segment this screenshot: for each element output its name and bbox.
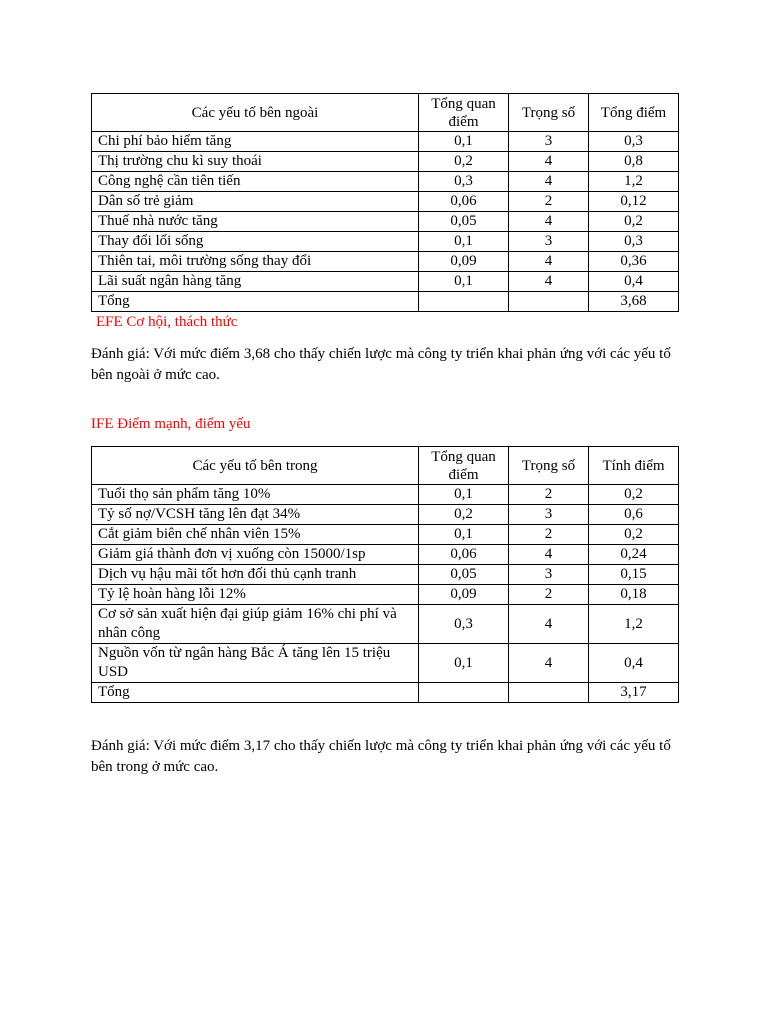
factor-cell: Dịch vụ hậu mãi tốt hơn đối thủ cạnh tranh bbox=[92, 565, 419, 585]
table-row bbox=[92, 585, 679, 605]
total-label: Tổng bbox=[92, 683, 419, 703]
overview-cell: 0,1 bbox=[419, 485, 509, 505]
weight-cell: 4 bbox=[509, 272, 589, 292]
factor-cell: Tỷ lệ hoàn hàng lỗi 12% bbox=[92, 585, 419, 605]
ife-header-overview: Tổng quan điểm bbox=[419, 447, 509, 485]
weight-cell: 2 bbox=[509, 585, 589, 605]
table-row bbox=[92, 525, 679, 545]
overview-cell: 0,1 bbox=[419, 644, 509, 683]
factor-cell: Tuổi thọ sản phẩm tăng 10% bbox=[92, 485, 419, 505]
score-cell: 0,4 bbox=[589, 272, 679, 292]
ife-evaluation: Đánh giá: Với mức điểm 3,17 cho thấy chiến lược mà công ty triển khai phản ứng với các yếu tố bên trong ở mức cao. bbox=[91, 738, 671, 775]
efe-table bbox=[91, 93, 679, 312]
table-row bbox=[92, 505, 679, 525]
factor-cell: Công nghệ cần tiên tiến bbox=[92, 172, 419, 192]
overview-cell: 0,06 bbox=[419, 192, 509, 212]
overview-cell: 0,09 bbox=[419, 585, 509, 605]
efe-header-score: Tổng điểm bbox=[589, 94, 679, 132]
table-row bbox=[92, 252, 679, 272]
efe-evaluation: Đánh giá: Với mức điểm 3,68 cho thấy chiến lược mà công ty triển khai phản ứng với các yếu tố bên ngoài ở mức cao. bbox=[91, 346, 671, 383]
overview-cell: 0,06 bbox=[419, 545, 509, 565]
table-row bbox=[92, 212, 679, 232]
table-row bbox=[92, 152, 679, 172]
score-cell: 0,24 bbox=[589, 545, 679, 565]
factor-cell: Chi phí bảo hiểm tăng bbox=[92, 132, 419, 152]
efe-total-row bbox=[92, 292, 679, 312]
overview-cell: 0,1 bbox=[419, 132, 509, 152]
table-row bbox=[92, 485, 679, 505]
weight-cell: 2 bbox=[509, 525, 589, 545]
table-row bbox=[92, 272, 679, 292]
ife-header-score: Tính điểm bbox=[589, 447, 679, 485]
weight-cell: 4 bbox=[509, 212, 589, 232]
score-cell: 0,6 bbox=[589, 505, 679, 525]
overview-cell: 0,05 bbox=[419, 565, 509, 585]
overview-cell: 0,1 bbox=[419, 232, 509, 252]
weight-cell: 3 bbox=[509, 505, 589, 525]
table-row bbox=[92, 605, 679, 644]
factor-cell: Thiên tai, môi trường sống thay đổi bbox=[92, 252, 419, 272]
factor-cell: Dân số trẻ giảm bbox=[92, 192, 419, 212]
ife-header-factor: Các yếu tố bên trong bbox=[92, 447, 419, 485]
score-cell: 0,3 bbox=[589, 132, 679, 152]
score-cell: 0,36 bbox=[589, 252, 679, 272]
score-cell: 0,2 bbox=[589, 212, 679, 232]
score-cell: 0,4 bbox=[589, 644, 679, 683]
score-cell: 0,2 bbox=[589, 485, 679, 505]
table-row bbox=[92, 132, 679, 152]
factor-cell: Giảm giá thành đơn vị xuống còn 15000/1sp bbox=[92, 545, 419, 565]
factor-cell: Lãi suất ngân hàng tăng bbox=[92, 272, 419, 292]
score-cell: 1,2 bbox=[589, 605, 679, 644]
weight-cell: 2 bbox=[509, 485, 589, 505]
table-row bbox=[92, 192, 679, 212]
efe-header-row bbox=[92, 94, 679, 132]
overview-cell: 0,2 bbox=[419, 505, 509, 525]
efe-header-factor: Các yếu tố bên ngoài bbox=[92, 94, 419, 132]
empty-cell bbox=[419, 683, 509, 703]
total-label: Tổng bbox=[92, 292, 419, 312]
ife-title: IFE Điểm mạnh, điểm yếu bbox=[91, 416, 251, 432]
ife-table bbox=[91, 446, 679, 703]
overview-cell: 0,3 bbox=[419, 605, 509, 644]
efe-header-overview: Tổng quan điểm bbox=[419, 94, 509, 132]
weight-cell: 3 bbox=[509, 232, 589, 252]
factor-cell: Cắt giảm biên chế nhân viên 15% bbox=[92, 525, 419, 545]
weight-cell: 4 bbox=[509, 172, 589, 192]
table-row bbox=[92, 565, 679, 585]
factor-cell: Cơ sở sản xuất hiện đại giúp giảm 16% chi phí và nhân công bbox=[92, 605, 419, 644]
table-row bbox=[92, 644, 679, 683]
ife-total-row bbox=[92, 683, 679, 703]
total-value: 3,17 bbox=[589, 683, 679, 703]
weight-cell: 4 bbox=[509, 644, 589, 683]
score-cell: 0,15 bbox=[589, 565, 679, 585]
empty-cell bbox=[509, 292, 589, 312]
factor-cell: Thị trường chu kì suy thoái bbox=[92, 152, 419, 172]
overview-cell: 0,05 bbox=[419, 212, 509, 232]
score-cell: 0,8 bbox=[589, 152, 679, 172]
weight-cell: 4 bbox=[509, 605, 589, 644]
factor-cell: Thay đổi lối sống bbox=[92, 232, 419, 252]
factor-cell: Tỷ số nợ/VCSH tăng lên đạt 34% bbox=[92, 505, 419, 525]
score-cell: 0,12 bbox=[589, 192, 679, 212]
weight-cell: 2 bbox=[509, 192, 589, 212]
overview-cell: 0,3 bbox=[419, 172, 509, 192]
overview-cell: 0,1 bbox=[419, 272, 509, 292]
overview-cell: 0,09 bbox=[419, 252, 509, 272]
score-cell: 0,3 bbox=[589, 232, 679, 252]
table-row bbox=[92, 232, 679, 252]
factor-cell: Thuế nhà nước tăng bbox=[92, 212, 419, 232]
weight-cell: 3 bbox=[509, 565, 589, 585]
ife-header-row bbox=[92, 447, 679, 485]
efe-header-weight: Trọng số bbox=[509, 94, 589, 132]
score-cell: 1,2 bbox=[589, 172, 679, 192]
total-value: 3,68 bbox=[589, 292, 679, 312]
empty-cell bbox=[509, 683, 589, 703]
weight-cell: 4 bbox=[509, 252, 589, 272]
score-cell: 0,2 bbox=[589, 525, 679, 545]
ife-header-weight: Trọng số bbox=[509, 447, 589, 485]
empty-cell bbox=[419, 292, 509, 312]
overview-cell: 0,2 bbox=[419, 152, 509, 172]
efe-caption: EFE Cơ hội, thách thức bbox=[96, 314, 238, 330]
weight-cell: 4 bbox=[509, 152, 589, 172]
weight-cell: 3 bbox=[509, 132, 589, 152]
factor-cell: Nguồn vốn từ ngân hàng Bắc Á tăng lên 15 triệu USD bbox=[92, 644, 419, 683]
weight-cell: 4 bbox=[509, 545, 589, 565]
table-row bbox=[92, 545, 679, 565]
overview-cell: 0,1 bbox=[419, 525, 509, 545]
score-cell: 0,18 bbox=[589, 585, 679, 605]
table-row bbox=[92, 172, 679, 192]
